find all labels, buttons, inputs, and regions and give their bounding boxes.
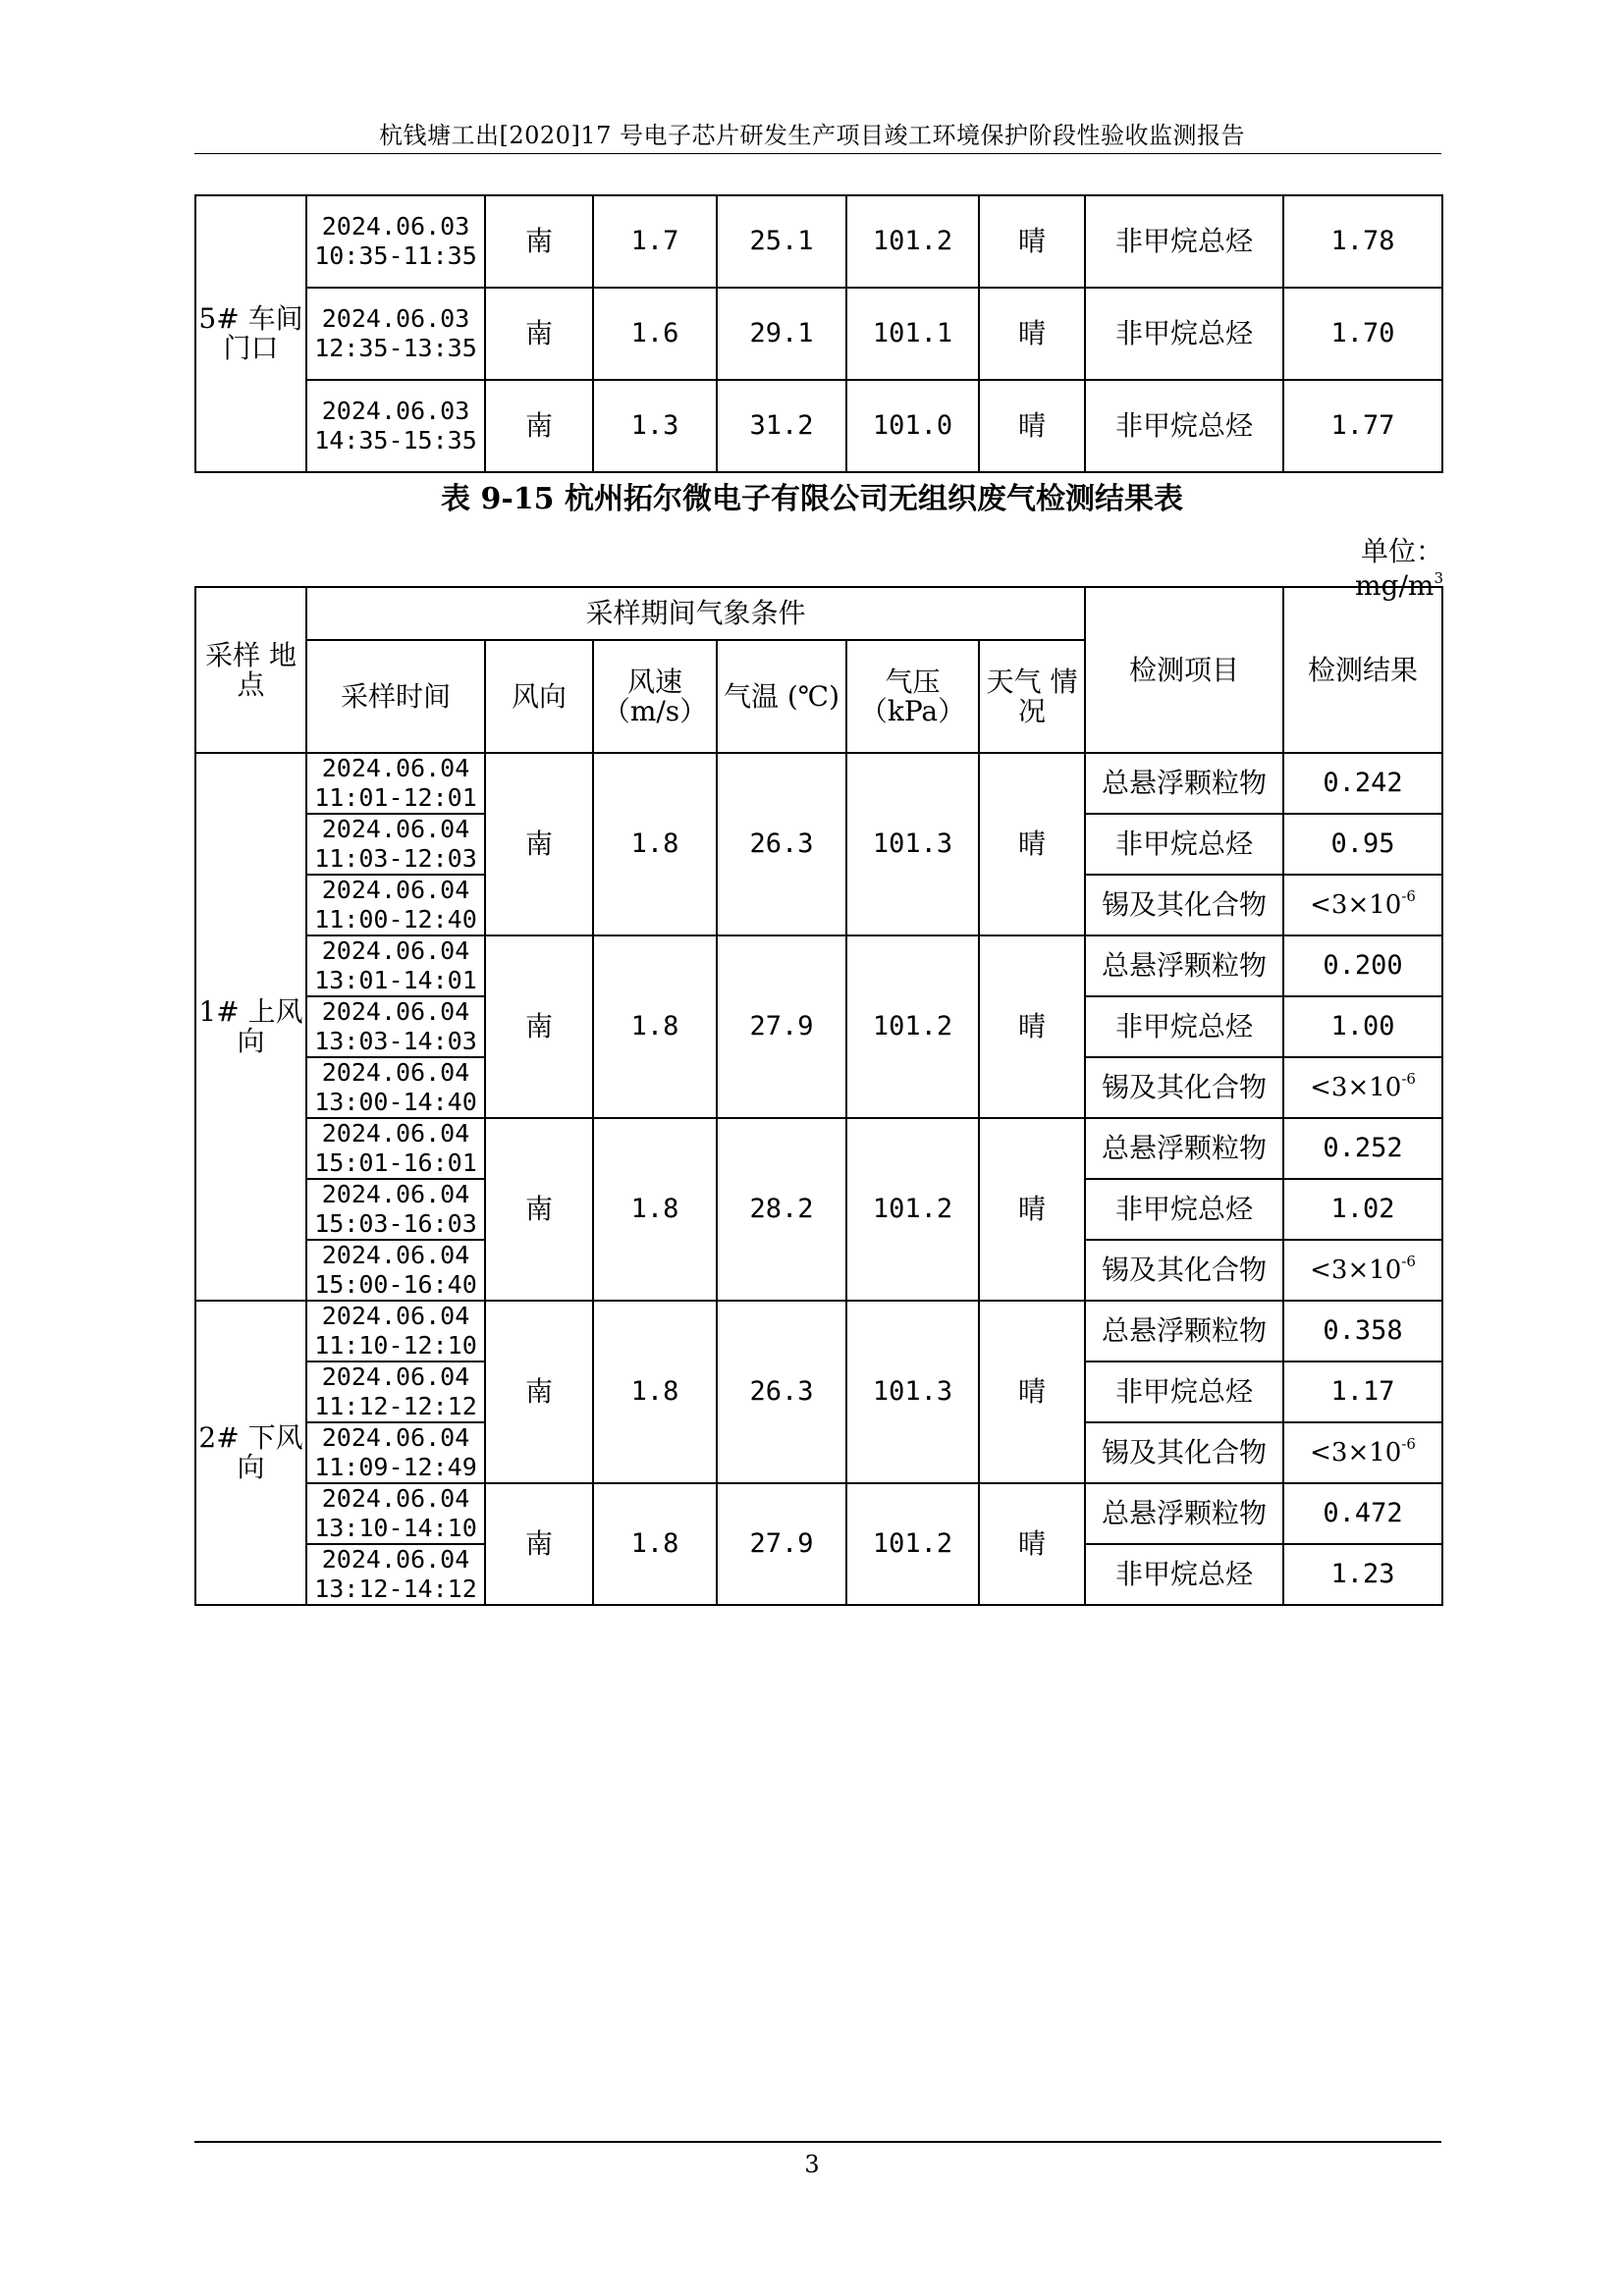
result-cell: 1.02	[1283, 1179, 1442, 1240]
location-cell: 1# 上风向	[195, 753, 306, 1301]
wind-speed-cell: 1.8	[593, 1118, 717, 1301]
test-item-cell: 锡及其化合物	[1085, 1422, 1283, 1483]
pressure-cell: 101.3	[846, 1301, 979, 1483]
page-number: 3	[804, 2151, 820, 2178]
continued-results-table	[194, 194, 1443, 473]
table-row	[195, 1483, 1442, 1544]
pressure-cell: 101.3	[846, 753, 979, 935]
result-cell: 0.200	[1283, 935, 1442, 996]
wind-speed-cell: 1.8	[593, 935, 717, 1118]
header-temp: 气温 (℃)	[717, 640, 846, 753]
sampling-time-cell: 2024.06.03 12:35-13:35	[306, 288, 485, 380]
temperature-cell: 25.1	[717, 195, 846, 288]
pressure-cell: 101.1	[846, 288, 979, 380]
sampling-time-cell: 2024.06.04 11:10-12:10	[306, 1301, 485, 1362]
header-location: 采样 地点	[195, 587, 306, 753]
unit-label: 单位：$mg/m^3$	[1354, 535, 1443, 602]
wind-direction-cell: 南	[485, 935, 593, 1118]
temperature-cell: 26.3	[717, 753, 846, 935]
result-mantissa: <3×10	[1310, 890, 1402, 920]
wind-speed-cell: 1.7	[593, 195, 717, 288]
result-cell: 1.70	[1283, 288, 1442, 380]
result-cell: 1.23	[1283, 1544, 1442, 1605]
weather-cell: 晴	[979, 288, 1085, 380]
result-cell: 1.17	[1283, 1362, 1442, 1422]
sampling-time-cell: 2024.06.04 13:10-14:10	[306, 1483, 485, 1544]
result-mantissa: <3×10	[1310, 1073, 1402, 1102]
test-item-cell: 非甲烷总烃	[1085, 814, 1283, 875]
table-caption: 表 9-15 杭州拓尔微电子有限公司无组织废气检测结果表	[441, 482, 1183, 516]
header-rule	[194, 153, 1441, 154]
result-cell	[1283, 875, 1442, 935]
table-row	[195, 935, 1442, 996]
table-row	[195, 753, 1442, 814]
temperature-cell: 27.9	[717, 1483, 846, 1605]
test-item-cell: 总悬浮颗粒物	[1085, 1118, 1283, 1179]
result-cell: 1.00	[1283, 996, 1442, 1057]
sampling-time-cell: 2024.06.03 10:35-11:35	[306, 195, 485, 288]
wind-speed-cell: 1.8	[593, 753, 717, 935]
result-cell: 1.77	[1283, 380, 1442, 472]
test-item-cell: 非甲烷总烃	[1085, 996, 1283, 1057]
weather-cell: 晴	[979, 1301, 1085, 1483]
result-cell: 0.472	[1283, 1483, 1442, 1544]
temperature-cell: 26.3	[717, 1301, 846, 1483]
location-cell: 5# 车间门口	[195, 195, 306, 472]
location-cell: 2# 下风向	[195, 1301, 306, 1605]
wind-direction-cell: 南	[485, 1301, 593, 1483]
table-row	[195, 380, 1442, 472]
sampling-time-cell: 2024.06.04 15:03-16:03	[306, 1179, 485, 1240]
header-result: 检测结果	[1283, 587, 1442, 753]
result-cell: 0.95	[1283, 814, 1442, 875]
sampling-time-cell: 2024.06.04 13:00-14:40	[306, 1057, 485, 1118]
test-item-cell: 锡及其化合物	[1085, 1057, 1283, 1118]
table-row	[195, 195, 1442, 288]
weather-cell: 晴	[979, 753, 1085, 935]
weather-cell: 晴	[979, 1483, 1085, 1605]
pressure-cell: 101.2	[846, 1483, 979, 1605]
wind-direction-cell: 南	[485, 288, 593, 380]
temperature-cell: 29.1	[717, 288, 846, 380]
sampling-time-cell: 2024.06.04 13:12-14:12	[306, 1544, 485, 1605]
result-cell	[1283, 1422, 1442, 1483]
header-time: 采样时间	[306, 640, 485, 753]
table-row	[195, 288, 1442, 380]
pressure-cell: 101.2	[846, 935, 979, 1118]
sampling-time-cell: 2024.06.04 11:09-12:49	[306, 1422, 485, 1483]
result-cell: 1.78	[1283, 195, 1442, 288]
test-item-cell: 非甲烷总烃	[1085, 380, 1283, 472]
test-item-cell: 锡及其化合物	[1085, 875, 1283, 935]
result-cell: 0.242	[1283, 753, 1442, 814]
wind-direction-cell: 南	[485, 195, 593, 288]
sampling-time-cell: 2024.06.04 11:01-12:01	[306, 753, 485, 814]
temperature-cell: 31.2	[717, 380, 846, 472]
result-cell: 0.252	[1283, 1118, 1442, 1179]
test-item-cell: 非甲烷总烃	[1085, 288, 1283, 380]
sampling-time-cell: 2024.06.03 14:35-15:35	[306, 380, 485, 472]
wind-direction-cell: 南	[485, 753, 593, 935]
report-header-title: 杭钱塘工出[2020]17 号电子芯片研发生产项目竣工环境保护阶段性验收监测报告	[379, 122, 1245, 149]
test-item-cell: 非甲烷总烃	[1085, 1179, 1283, 1240]
test-item-cell: 锡及其化合物	[1085, 1240, 1283, 1301]
sampling-time-cell: 2024.06.04 15:00-16:40	[306, 1240, 485, 1301]
wind-speed-cell: 1.8	[593, 1483, 717, 1605]
test-item-cell: 总悬浮颗粒物	[1085, 1301, 1283, 1362]
result-exponent: -6	[1401, 1435, 1416, 1453]
footer-rule	[194, 2141, 1441, 2143]
wind-direction-cell: 南	[485, 380, 593, 472]
weather-cell: 晴	[979, 195, 1085, 288]
weather-cell: 晴	[979, 380, 1085, 472]
pressure-cell: 101.0	[846, 380, 979, 472]
header-wind-dir: 风向	[485, 640, 593, 753]
sampling-time-cell: 2024.06.04 11:03-12:03	[306, 814, 485, 875]
temperature-cell: 28.2	[717, 1118, 846, 1301]
wind-direction-cell: 南	[485, 1483, 593, 1605]
pressure-cell: 101.2	[846, 1118, 979, 1301]
wind-speed-cell: 1.8	[593, 1301, 717, 1483]
result-cell	[1283, 1057, 1442, 1118]
header-item: 检测项目	[1085, 587, 1283, 753]
result-cell: 0.358	[1283, 1301, 1442, 1362]
result-exponent: -6	[1401, 1253, 1416, 1270]
sampling-time-cell: 2024.06.04 11:12-12:12	[306, 1362, 485, 1422]
test-item-cell: 非甲烷总烃	[1085, 1362, 1283, 1422]
wind-speed-cell: 1.6	[593, 288, 717, 380]
table-row	[195, 1301, 1442, 1362]
result-mantissa: <3×10	[1310, 1438, 1402, 1468]
sampling-time-cell: 2024.06.04 13:01-14:01	[306, 935, 485, 996]
test-item-cell: 总悬浮颗粒物	[1085, 1483, 1283, 1544]
result-cell	[1283, 1240, 1442, 1301]
header-pressure: 气压 （kPa）	[846, 640, 979, 753]
test-item-cell: 非甲烷总烃	[1085, 195, 1283, 288]
wind-direction-cell: 南	[485, 1118, 593, 1301]
sampling-time-cell: 2024.06.04 13:03-14:03	[306, 996, 485, 1057]
table-row	[195, 1118, 1442, 1179]
result-mantissa: <3×10	[1310, 1255, 1402, 1285]
test-item-cell: 非甲烷总烃	[1085, 1544, 1283, 1605]
temperature-cell: 27.9	[717, 935, 846, 1118]
sampling-time-cell: 2024.06.04 15:01-16:01	[306, 1118, 485, 1179]
result-exponent: -6	[1401, 887, 1416, 905]
pressure-cell: 101.2	[846, 195, 979, 288]
weather-cell: 晴	[979, 1118, 1085, 1301]
result-exponent: -6	[1401, 1070, 1416, 1088]
header-weather-group: 采样期间气象条件	[306, 587, 1085, 640]
weather-cell: 晴	[979, 935, 1085, 1118]
fugitive-emission-results-table	[194, 586, 1443, 1606]
header-wind-speed: 风速 （m/s）	[593, 640, 717, 753]
wind-speed-cell: 1.3	[593, 380, 717, 472]
test-item-cell: 总悬浮颗粒物	[1085, 753, 1283, 814]
sampling-time-cell: 2024.06.04 11:00-12:40	[306, 875, 485, 935]
test-item-cell: 总悬浮颗粒物	[1085, 935, 1283, 996]
header-weather: 天气 情况	[979, 640, 1085, 753]
